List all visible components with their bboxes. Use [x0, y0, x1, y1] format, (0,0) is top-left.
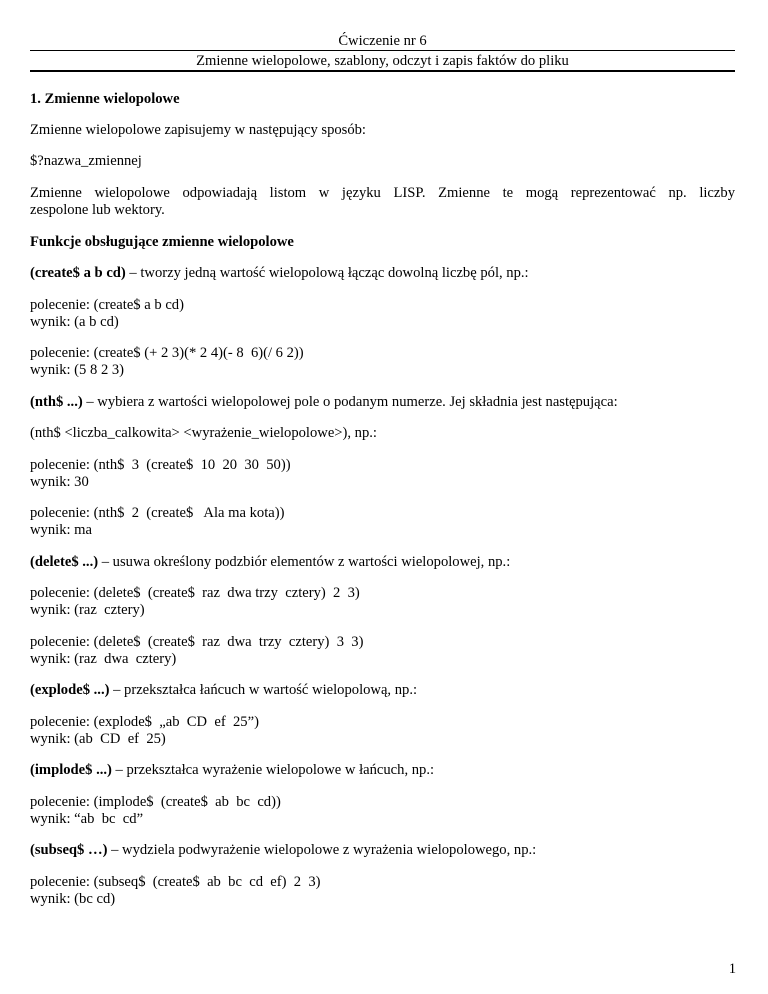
intro-text: Zmienne wielopolowe zapisujemy w następujący sposób:	[30, 122, 366, 138]
function-syntax: (nth$ <liczba_calkowita> <wyrażenie_wielopolowe>), np.:	[30, 425, 377, 441]
function-name: (create$ a b cd)	[30, 265, 126, 281]
function-subseq-definition: (subseq$ …) – wydziela podwyrażenie wielopolowe z wyrażenia wielopolowego, np.:	[30, 842, 537, 858]
example-command: polecenie: (explode$ „ab CD ef 25”)	[30, 714, 259, 730]
exercise-subject: Zmienne wielopolowe, szablony, odczyt i zapis faktów do pliku	[196, 53, 569, 69]
example-result: wynik: (a b cd)	[30, 314, 119, 330]
function-name: (implode$ ...)	[30, 762, 112, 778]
example-command: polecenie: (implode$ (create$ ab bc cd))	[30, 794, 281, 810]
function-nth-definition: (nth$ ...) – wybiera z wartości wielopolowej pole o podanym numerze. Jej składnia jest następująca:	[30, 394, 618, 410]
function-explode-definition: (explode$ ...) – przekształca łańcuch w wartość wielopolową, np.:	[30, 682, 418, 698]
variable-syntax: $?nazwa_zmiennej	[30, 153, 142, 169]
example-command: polecenie: (create$ (+ 2 3)(* 2 4)(- 8 6)(/ 6 2))	[30, 345, 304, 361]
header-rule-thick	[30, 70, 735, 72]
functions-heading: Funkcje obsługujące zmienne wielopolowe	[30, 234, 294, 250]
example-result: wynik: 30	[30, 474, 89, 490]
example-result: wynik: (ab CD ef 25)	[30, 731, 166, 747]
example-result: wynik: “ab bc cd”	[30, 811, 144, 827]
description-line-2: zespolone lub wektory.	[30, 202, 165, 218]
function-name: (subseq$ …)	[30, 842, 108, 858]
example-result: wynik: ma	[30, 522, 93, 538]
section-heading: 1. Zmienne wielopolowe	[30, 91, 180, 107]
function-implode-definition: (implode$ ...) – przekształca wyrażenie wielopolowe w łańcuch, np.:	[30, 762, 435, 778]
exercise-number: Ćwiczenie nr 6	[338, 33, 427, 49]
example-command: polecenie: (nth$ 2 (create$ Ala ma kota))	[30, 505, 285, 521]
example-command: polecenie: (create$ a b cd)	[30, 297, 184, 313]
function-delete-definition: (delete$ ...) – usuwa określony podzbiór elementów z wartości wielopolowej, np.:	[30, 554, 511, 570]
example-command: polecenie: (delete$ (create$ raz dwa trzy cztery) 2 3)	[30, 585, 360, 601]
description-line-1: Zmienne wielopolowe odpowiadają listom w języku LISP. Zmienne te mogą reprezentować np. liczby	[30, 185, 735, 201]
function-name: (explode$ ...)	[30, 682, 110, 698]
example-result: wynik: (bc cd)	[30, 891, 116, 907]
function-create-definition: (create$ a b cd) – tworzy jedną wartość wielopolową łącząc dowolną liczbę pól, np.:	[30, 265, 529, 281]
example-command: polecenie: (delete$ (create$ raz dwa trzy cztery) 3 3)	[30, 634, 364, 650]
function-name: (nth$ ...)	[30, 394, 83, 410]
page-number: 1	[728, 961, 736, 977]
header-rule-thin	[30, 50, 735, 51]
example-result: wynik: (raz cztery)	[30, 602, 145, 618]
example-command: polecenie: (subseq$ (create$ ab bc cd ef) 2 3)	[30, 874, 321, 890]
function-name: (delete$ ...)	[30, 554, 99, 570]
example-result: wynik: (raz dwa cztery)	[30, 651, 177, 667]
example-result: wynik: (5 8 2 3)	[30, 362, 125, 378]
example-command: polecenie: (nth$ 3 (create$ 10 20 30 50))	[30, 457, 291, 473]
